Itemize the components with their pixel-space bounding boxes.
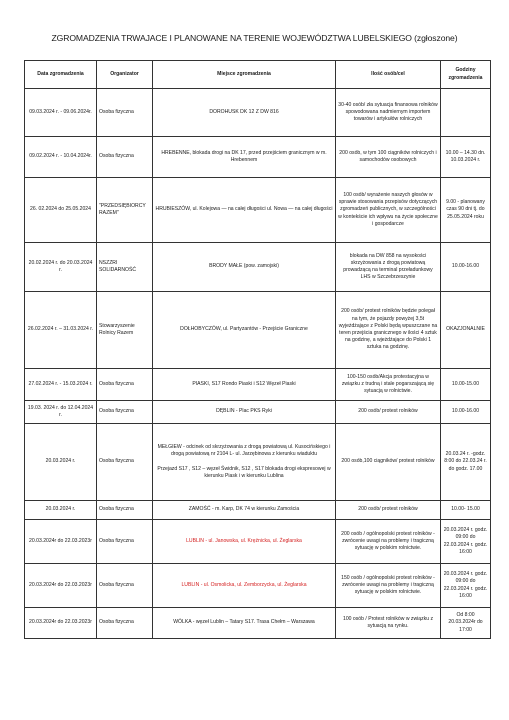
- header-hours: Godziny zgromadzenia: [441, 61, 491, 89]
- cell-date: 26. 02.2024 do 25.05.2024: [25, 178, 97, 243]
- cell-place: [153, 424, 336, 501]
- cell-count: 200 osób/ protest rolników: [336, 401, 441, 424]
- cell-place: LUBLIN - ul. Osmolicka, ul. Zemborzycka, ul. Żeglarska: [153, 564, 336, 608]
- header-place: Miejsce zgromadzenia: [153, 61, 336, 89]
- table-row: [25, 520, 491, 564]
- cell-count: 200 osób/ protest rolników: [336, 501, 441, 520]
- cell-date: 09.03.2024 r. - 09.06.2024r.: [25, 89, 97, 137]
- cell-date: 20.03.2024r do 22.03.2023r: [25, 608, 97, 639]
- table-row: [25, 564, 491, 608]
- cell-hours: Od 8:00 20.03.2024r do 17:00: [441, 608, 491, 639]
- cell-count: 200 osób/ protest rolników będzie polegał na tym, że pojazdy powyżej 3,5t wyjeżdżające z Polski będą wpuszczane na teren przejścia granicznego w ilości 4 sztuk na godzinę, a wjeżdżające do Polski 1 sztuka na godzinę.: [336, 292, 441, 369]
- cell-organizer: Osoba fizyczna: [97, 424, 153, 501]
- table-row: [25, 178, 491, 243]
- cell-hours: [441, 89, 491, 137]
- cell-hours: 9.00 - planowany czas 90 dni tj. do 25.05.2024 roku: [441, 178, 491, 243]
- cell-place-line: MEŁGIEW - odcinek od skrzyżowania z drogą powiatową ul. Kusocińskiego i drogą powiatową nr 2104 L- ul. Jarzębinowa z kierunku wiaduktu: [157, 444, 331, 458]
- cell-hours: 10.00 – 14.30 dn. 10.03.2024 r.: [441, 137, 491, 178]
- table-row: [25, 369, 491, 401]
- header-date: Data zgromadzenia: [25, 61, 97, 89]
- header-count: Ilość osób/cel: [336, 61, 441, 89]
- table-row: [25, 401, 491, 424]
- cell-place: PIASKI, S17 Rondo Piaski i S12 Węzeł Piaski: [153, 369, 336, 401]
- cell-place: DOROHUSK DK 12 Z DW 816: [153, 89, 336, 137]
- cell-place: BRODY MAŁE (pow. zamojski): [153, 243, 336, 292]
- cell-count: 200 osób, w tym 100 ciągników rolniczych i samochodów osobowych: [336, 137, 441, 178]
- table-row: [25, 89, 491, 137]
- cell-organizer: Osoba fizyczna: [97, 401, 153, 424]
- table-row: [25, 292, 491, 369]
- table-row: [25, 501, 491, 520]
- cell-place: DOŁHOBYCZÓW, ul. Partyzantów - Przejście Graniczne: [153, 292, 336, 369]
- cell-organizer: Osoba fizyczna: [97, 369, 153, 401]
- cell-date: 20.03.2024r do 22.03.2023r: [25, 520, 97, 564]
- cell-place: LUBLIN - ul. Janowska, ul. Kręźnicka, ul. Żeglarska: [153, 520, 336, 564]
- cell-place: ZAMOŚĆ - m. Karp, DK 74 w kierunku Zamościa: [153, 501, 336, 520]
- cell-date: 26.02.2024 r. – 31.03.2024 r.: [25, 292, 97, 369]
- document-title: ZGROMADZENIA TRWAJACE I PLANOWANE NA TERENIE WOJEWÓDZTWA LUBELSKIEGO (zgłoszone): [51, 33, 458, 43]
- cell-organizer: Osoba fizyczna: [97, 137, 153, 178]
- table-row: [25, 243, 491, 292]
- cell-hours: 20.03.2024 r. godz. 09:00 do 22.03.2024 r. godz. 16:00: [441, 564, 491, 608]
- cell-count: 200 osób / ogólnopolski protest rolników - zwrócenie uwagi na problemy i tragiczną sytuację w polskim rolnictwie.: [336, 520, 441, 564]
- cell-count: 100 osób/ wyrażenie naszych głosów w sprawie stosowania przepisów dotyczących zgromadzeń publicznych, w szczególności w kontekście ich wpływu na życie społeczne i gospodarcze: [336, 178, 441, 243]
- table-row: [25, 137, 491, 178]
- cell-hours: 10.00- 15.00: [441, 501, 491, 520]
- cell-date: 20.03.2024 r.: [25, 501, 97, 520]
- table-row: [25, 424, 491, 501]
- cell-organizer: Osoba fizyczna: [97, 520, 153, 564]
- cell-date: 19.03. 2024 r. do 12.04.2024 r.: [25, 401, 97, 424]
- cell-place: WÓLKA - węzeł Lublin – Tatary S17. Trasa Chełm – Warszawa: [153, 608, 336, 639]
- cell-date: 20.03.2024 r.: [25, 424, 97, 501]
- cell-organizer: NSZZRI SOLIDARNOŚĆ: [97, 243, 153, 292]
- header-organizer: Organizator: [97, 61, 153, 89]
- table-header-row: [25, 61, 491, 89]
- cell-place: HREBENNE, blokada drogi na DK 17, przed przejściem granicznym w m. Hrebennem: [153, 137, 336, 178]
- cell-date: 20.02.2024 r. do 20.03.2024 r.: [25, 243, 97, 292]
- cell-organizer: Osoba fizyczna: [97, 564, 153, 608]
- cell-hours: OKAZJONALNIE: [441, 292, 491, 369]
- cell-organizer: Osoba fizyczna: [97, 89, 153, 137]
- cell-count: 100 osób / Protest rolników w związku z sytuacją na rynku.: [336, 608, 441, 639]
- cell-hours: 10.00-16.00: [441, 243, 491, 292]
- cell-hours: 20.03.24 r. -godz. 8:00 do 22.03.24 r. do godz. 17.00: [441, 424, 491, 501]
- cell-place: HRUBIESZÓW, ul. Kolejowa — na całej długości ul. Nowa — na całej długości: [153, 178, 336, 243]
- cell-hours: 20.03.2024 r. godz. 09:00 do 22.03.2024 r. godz. 16:00: [441, 520, 491, 564]
- cell-hours: 10.00-16.00: [441, 401, 491, 424]
- cell-count: blokada na DW 858 na wysokości skrzyżowania z drogą powiatową prowadzącą na terminal przeładunkowy LHS w Szczebrzeszynie: [336, 243, 441, 292]
- table-row: [25, 608, 491, 639]
- cell-count: 30-40 osób/ zła sytuacja finansowa rolników spowodowana nadmiernym importem towarów i artykułów rolniczych: [336, 89, 441, 137]
- cell-organizer: "PRZEDSIĘBIORCY RAZEM": [97, 178, 153, 243]
- cell-count: 150 osób / ogólnopolski protest rolników - zwrócenie uwagi na problemy i tragiczną sytuację w polskim rolnictwie.: [336, 564, 441, 608]
- assemblies-table: [24, 60, 491, 639]
- cell-hours: 10.00-15.00: [441, 369, 491, 401]
- cell-organizer: Osoba fizyczna: [97, 608, 153, 639]
- cell-organizer: Osoba fizyczna: [97, 501, 153, 520]
- cell-organizer: Stowarzyszenie Rolnicy Razem: [97, 292, 153, 369]
- cell-place-line: Przejazd S17 , S12 – węzeł Świdnik, S12 , S17 blokada drogi ekspresowej w kierunku Piask i w kierunku Lublina: [157, 465, 331, 479]
- cell-count: 200 osób,100 ciągników/ protest rolników: [336, 424, 441, 501]
- cell-place: DĘBLIN - Plac PKS Ryki: [153, 401, 336, 424]
- cell-date: 20.03.2024r do 22.03.2023r: [25, 564, 97, 608]
- cell-date: 27.02.2024 r. - 15.03.2024 r.: [25, 369, 97, 401]
- cell-count: 100-150 osób/Akcja protestacyjna w związku z trudną i stale pogarszającą się sytuacją w rolnictwie.: [336, 369, 441, 401]
- cell-date: 09.02.2024 r. - 10.04.2024r.: [25, 137, 97, 178]
